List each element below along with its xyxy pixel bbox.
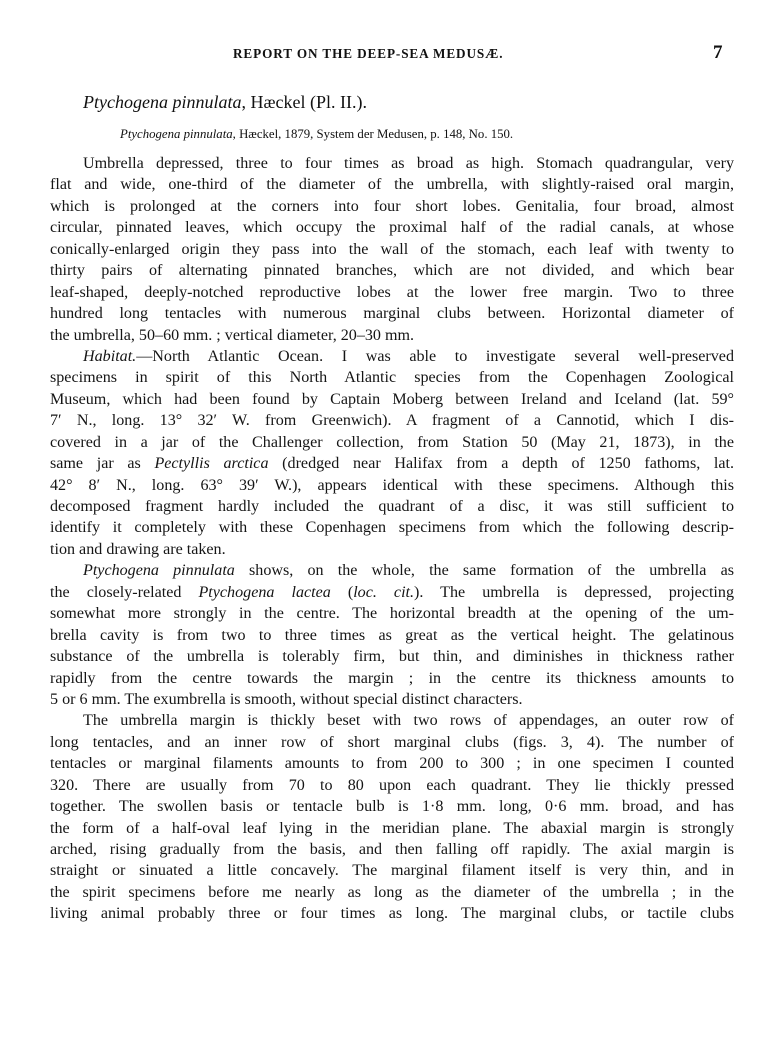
text-line: [50, 453, 734, 474]
text-span: the closely-related: [50, 583, 199, 601]
text-span: 5 or 6 mm. The exumbrella is smooth, without special distinct characters.: [50, 690, 523, 708]
text-line: [50, 732, 734, 753]
text-line: [50, 560, 734, 581]
text-span: circular, pinnated leaves, which occupy the proximal half of the radial canals, at whose: [50, 219, 734, 237]
text-span: substance of the umbrella is tolerably firm, but thin, and diminishes in thickness rather: [50, 648, 734, 666]
text-span: thirty pairs of alternating pinnated branches, which are not divided, and which bear: [50, 262, 734, 280]
italic-text: Habitat.: [83, 347, 137, 365]
text-line: [50, 346, 734, 367]
text-span: tion and drawing are taken.: [50, 540, 226, 558]
text-span: hundred long tentacles with numerous marginal clubs between. Horizontal diameter of: [50, 305, 734, 323]
text-span: which is prolonged at the corners into four short lobes. Genitalia, four broad, almost: [50, 197, 734, 215]
text-span: leaf-shaped, deeply-notched reproductive lobes at the lower free margin. Two to three: [50, 283, 734, 301]
text-span: —North Atlantic Ocean. I was able to investigate several well-preserved: [136, 347, 734, 365]
text-line: [50, 217, 734, 238]
species-title: [83, 92, 367, 113]
text-span: covered in a jar of the Challenger collection, from Station 50 (May 21, 1873), in the: [50, 433, 734, 451]
text-span: tentacles or marginal filaments amounts to from 200 to 300 ; in one specimen I counted: [50, 755, 734, 773]
text-span: same jar as: [50, 455, 155, 473]
body-text: [50, 153, 734, 925]
text-span: rapidly from the centre towards the margin ; in the centre its thickness amounts to: [50, 669, 734, 687]
text-span: brella cavity is from two to three times as great as the vertical height. The gelatinous: [50, 626, 734, 644]
text-span: Umbrella depressed, three to four times as broad as high. Stomach quadrangular, very: [83, 155, 734, 172]
text-span: flat and wide, one-third of the diameter of the umbrella, with slightly-raised oral margin,: [50, 176, 734, 194]
text-span: The umbrella margin is thickly beset with two rows of appendages, an outer row of: [83, 712, 734, 730]
text-span: specimens in spirit of this North Atlantic species from the Copenhagen Zoological: [50, 369, 734, 387]
italic-text: Pectyllis arctica: [154, 455, 269, 473]
text-line: [50, 260, 734, 281]
species-name: Ptychogena pinnulata: [83, 92, 242, 112]
text-line: [50, 174, 734, 195]
text-line: [50, 646, 734, 667]
text-span: somewhat more strongly in the centre. The horizontal breadth at the opening of the um-: [50, 605, 734, 623]
text-line: [50, 496, 734, 517]
text-line: [50, 603, 734, 624]
text-line: [50, 818, 734, 839]
text-span: living animal probably three or four times as long. The marginal clubs, or tactile clubs: [50, 905, 734, 923]
text-line: [50, 689, 734, 710]
text-line: [50, 753, 734, 774]
text-line: [50, 668, 734, 689]
synonymy-citation: [120, 127, 513, 142]
text-line: [50, 903, 734, 924]
text-line: [50, 860, 734, 881]
text-span: (: [330, 583, 354, 601]
text-line: [50, 153, 734, 174]
text-span: identify it completely with these Copenhagen specimens from which the following descrip-: [50, 519, 734, 537]
text-line: [50, 796, 734, 817]
text-span: the spirit specimens before me nearly as long as the diameter of the umbrella ; in the: [50, 883, 734, 901]
text-span: 320. There are usually from 70 to 80 upon each quadrant. They lie thickly pressed: [50, 776, 734, 794]
text-line: [50, 710, 734, 731]
text-line: [50, 582, 734, 603]
text-line: [50, 325, 734, 346]
text-span: decomposed fragment hardly included the quadrant of a disc, it was still sufficient to: [50, 498, 734, 515]
text-line: [50, 367, 734, 388]
running-head: REPORT ON THE DEEP-SEA MEDUSÆ.: [233, 46, 504, 61]
text-span: arched, rising gradually from the basis, and then falling off rapidly. The axial margin is: [50, 841, 734, 858]
italic-text: Ptychogena lactea: [198, 583, 331, 601]
text-span: 7′ N., long. 13° 32′ W. from Greenwich). A fragment of a Cannotid, which I dis-: [50, 412, 734, 430]
italic-text: Ptychogena pinnulata: [83, 562, 235, 580]
text-span: the form of a half-oval leaf lying in the meridian plane. The abaxial margin is strongly: [50, 819, 734, 837]
text-line: [50, 196, 734, 217]
text-span: the umbrella, 50–60 mm. ; vertical diameter, 20–30 mm.: [50, 326, 415, 344]
text-line: [50, 410, 734, 431]
citation-reference: , Hæckel, 1879, System der Medusen, p. 148, No. 150.: [232, 127, 514, 141]
text-span: together. The swollen basis or tentacle bulb is 1·8 mm. long, 0·6 mm. broad, and has: [50, 798, 734, 816]
text-line: [50, 517, 734, 538]
text-span: conically-enlarged origin they pass into the wall of the stomach, each leaf with twenty to: [50, 240, 734, 258]
text-line: [50, 775, 734, 796]
text-line: [50, 303, 734, 324]
text-span: 42° 8′ N., long. 63° 39′ W.), appears identical with these specimens. Although this: [50, 476, 734, 494]
text-span: ). The umbrella is depressed, projecting: [414, 583, 735, 601]
text-span: (dredged near Halifax from a depth of 1250 fathoms, lat.: [268, 455, 734, 473]
text-line: [50, 882, 734, 903]
text-line: [50, 282, 734, 303]
text-line: [50, 239, 734, 260]
species-author-plate: , Hæckel (Pl. II.).: [241, 92, 367, 112]
text-line: [50, 839, 734, 860]
text-line: [50, 432, 734, 453]
text-line: [50, 475, 734, 496]
page-number: 7: [713, 42, 723, 63]
text-line: [50, 389, 734, 410]
italic-text: loc. cit.: [353, 583, 415, 601]
citation-species-name: Ptychogena pinnulata: [120, 127, 233, 141]
text-line: [50, 625, 734, 646]
text-span: straight or sinuated a little concavely. The marginal filament itself is very thin, and in: [50, 862, 734, 880]
text-span: shows, on the whole, the same formation of the umbrella as: [234, 562, 735, 580]
text-span: long tentacles, and an inner row of short marginal clubs (figs. 3, 4). The number of: [50, 733, 734, 751]
text-line: [50, 539, 734, 560]
text-span: Museum, which had been found by Captain Moberg between Ireland and Iceland (lat. 59°: [50, 390, 734, 408]
